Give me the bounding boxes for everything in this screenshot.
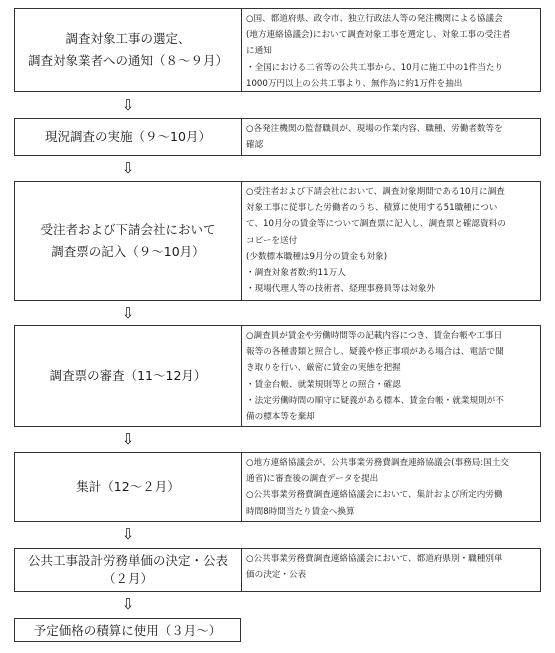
detail-line: ○各発注機関の監督職員が、現場の作業内容、職種、労働者数等を (246, 124, 503, 134)
down-arrow-icon: ⇩ (121, 96, 135, 114)
step-5 (14, 452, 541, 522)
detail-line: (少数標本職種は9月分の賃金も対象) (246, 251, 388, 262)
step-title-line: 調査票の審査（11～12月） (49, 368, 207, 383)
detail-line: 1000万円以上の公共工事より、無作為に約1万件を抽出 (246, 78, 463, 89)
step-5-title (15, 453, 242, 521)
detail-line: き取りを行い、厳密に賃金の実態を把握 (246, 363, 401, 374)
step-1 (14, 8, 541, 92)
step-title-line: 現況調査の実施（９～10月） (45, 129, 211, 144)
down-arrow-icon: ⇩ (121, 430, 135, 448)
step-4-title (15, 326, 242, 426)
detail-line: ○地方連絡協議会が、公共事業労務費調査連絡協議会(事務局:国土交 (246, 458, 509, 468)
detail-line: ○調査員が賃金や労働時間等の記載内容につき、賃金台帳や工事日 (246, 331, 503, 341)
down-arrow-icon: ⇩ (121, 159, 135, 177)
step-4 (14, 325, 541, 427)
detail-line: 報等の各種書類と照合し、疑義や修正事項がある場合は、電話で聞 (246, 347, 504, 358)
detail-line: ・法定労働時間の順守に疑義がある標本、賃金台帳・就業規則が不 (246, 395, 504, 406)
detail-line: コピーを送付 (246, 235, 298, 246)
detail-line: ・調査対象者数:約11万人 (246, 268, 346, 279)
detail-line: ○公共事業労務費調査連絡協議会において、集計および所定内労働 (246, 490, 503, 501)
down-arrow-icon: ⇩ (121, 595, 135, 613)
detail-line: 価の決定・公表 (246, 570, 307, 581)
step-3-title (15, 182, 242, 300)
step-1-detail (242, 9, 540, 91)
down-arrow-icon: ⇩ (121, 525, 135, 543)
step-2 (14, 118, 541, 156)
step-4-detail (242, 326, 540, 426)
step-2-detail (242, 119, 540, 155)
detail-line: ○公共事業労務費調査連絡協議会において、都道府県別・職種別単 (246, 554, 503, 564)
step-title-line: 調査票の記入（９～10月） (51, 244, 205, 259)
detail-line: 通省)に審査後の調査データを提出 (246, 474, 379, 485)
detail-line: 対象工事に従事した労働者のうち、積算に使用する51職種につい (246, 203, 498, 214)
step-5-detail (242, 453, 540, 521)
detail-line: ○受注者および下請会社において、調査対象期間である10月に調査 (246, 187, 505, 197)
detail-line: 確認 (246, 140, 264, 151)
step-3-detail (242, 182, 540, 300)
detail-line: ○国、都道府県、政令市、独立行政法人等の発注機関による協議会 (246, 14, 503, 24)
detail-line: (地方連絡協議会)において調査対象工事を選定し、対象工事の受注者 (246, 30, 511, 41)
down-arrow-icon: ⇩ (121, 304, 135, 322)
detail-line: ・現場代理人等の技術者、経理事務員等は対象外 (246, 284, 436, 295)
step-1-title (15, 9, 242, 91)
detail-line: に通知 (246, 46, 272, 57)
step-6-title (15, 549, 242, 591)
step-title-line: （２月） (102, 571, 153, 586)
step-6 (14, 548, 541, 592)
step-6-detail (242, 549, 540, 591)
detail-line: ・全国における二省等の公共工事から、10月に施工中の1件当たり (246, 62, 504, 73)
step-title-line: 調査対象工事の選定、 (65, 31, 191, 46)
detail-line: 時間8時間当たり賃金へ換算 (246, 506, 355, 517)
step-2-title (15, 119, 242, 155)
detail-line: ・賃金台帳、就業規則等との照合・確認 (246, 379, 401, 390)
detail-line: て、10月分の賃金等について調査票に記入し、調査票と確認資料の (246, 219, 506, 230)
step-title-line: 公共工事設計労務単価の決定・公表 (27, 553, 228, 568)
step-title-line: 受注者および下請会社において (40, 222, 216, 237)
step-title-line: 集計（12～２月） (76, 479, 180, 494)
final-step: 予定価格の積算に使用（３月～） (14, 618, 241, 642)
detail-line: 備の標本等を棄却 (246, 412, 315, 423)
step-title-line: 調査対象業者への通知（８～９月） (27, 53, 228, 68)
step-3 (14, 181, 541, 301)
